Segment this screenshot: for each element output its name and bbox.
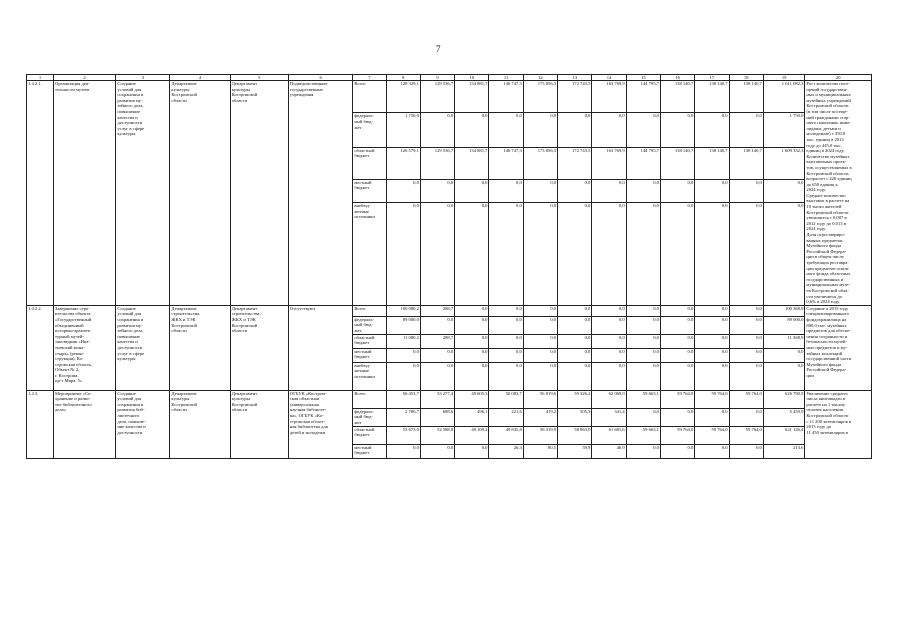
amount-cell: 134 881,7 xyxy=(455,81,489,113)
funding-source-cell: Всего xyxy=(353,390,386,408)
table-row xyxy=(27,305,872,316)
column-number-cell: 14 xyxy=(592,75,626,81)
amount-cell: 0,0 xyxy=(455,316,489,334)
amount-cell: 0,0 xyxy=(455,179,489,202)
amount-cell: 0,0 xyxy=(523,348,557,362)
amount-cell: 138 140,7 xyxy=(660,147,694,179)
amount-cell: 59 326,2 xyxy=(558,390,592,408)
amount-cell: 11 368,9 xyxy=(763,334,805,348)
item-goal-cell: Создание условий для сохранения и развития биб- лиотечного дела, повыше- ние качества и доступности xyxy=(116,390,170,458)
column-number-cell: 4 xyxy=(170,75,230,81)
amount-cell: 56 819,6 xyxy=(523,390,557,408)
amount-cell: 2 780,7 xyxy=(386,408,420,426)
amount-cell: 288,7 xyxy=(420,334,454,348)
amount-cell: 0,0 xyxy=(455,362,489,390)
amount-cell: 59 764,0 xyxy=(660,426,694,444)
amount-cell: 138 140,7 xyxy=(729,147,763,179)
amount-cell: 0,0 xyxy=(523,203,557,306)
amount-cell: 0,0 xyxy=(592,334,626,348)
amount-cell: 56 319,9 xyxy=(523,426,557,444)
amount-cell: 163 769,9 xyxy=(592,81,626,113)
item-goal-cell: Создание условий для сохранения и развития му- зейного дела, повышение качества и доступности услуг в сфере культуры xyxy=(116,305,170,390)
amount-cell: 0,0 xyxy=(420,316,454,334)
amount-cell: 0,0 xyxy=(420,113,454,147)
amount-cell: 0,0 xyxy=(455,348,489,362)
amount-cell: 0,0 xyxy=(592,362,626,390)
amount-cell: 621 126,4 xyxy=(763,426,805,444)
amount-cell: 0,0 xyxy=(386,179,420,202)
amount-cell: 419,2 xyxy=(523,408,557,426)
amount-cell: 0,0 xyxy=(660,362,694,390)
item-code-cell: 1.4.2.1. xyxy=(27,81,54,306)
amount-cell: 129 536,7 xyxy=(420,147,454,179)
amount-cell: 61 681,6 xyxy=(592,426,626,444)
amount-cell: 0,0 xyxy=(729,444,763,458)
amount-cell: 0,0 xyxy=(455,305,489,316)
page-number: 7 xyxy=(436,44,441,54)
amount-cell: 26,3 xyxy=(489,444,523,458)
column-number-cell: 10 xyxy=(455,75,489,81)
amount-cell: 0,0 xyxy=(592,203,626,306)
amount-cell: 11 080,2 xyxy=(386,334,420,348)
amount-cell: 59 663,1 xyxy=(626,426,660,444)
amount-cell: 0,0 xyxy=(626,179,660,202)
amount-cell: 0,0 xyxy=(489,334,523,348)
item-participants-cell: Подведомственные государственные учреждения xyxy=(288,81,352,306)
amount-cell: 134 881,7 xyxy=(455,147,489,179)
amount-cell: 0,0 xyxy=(695,408,729,426)
table-row xyxy=(27,81,872,113)
amount-cell: 138 140,7 xyxy=(729,81,763,113)
funding-source-cell: внебюд- жетные источники xyxy=(353,362,386,390)
amount-cell: 1 750,0 xyxy=(386,113,420,147)
amount-cell: 0,0 xyxy=(558,179,592,202)
column-number-cell: 2 xyxy=(54,75,116,81)
amount-cell: 0,0 xyxy=(592,179,626,202)
amount-cell: 0,0 xyxy=(660,408,694,426)
item-name-cell: Мероприятие «Со- хранение и разви- тие библиотечного дела» xyxy=(54,390,116,458)
amount-cell: 505,3 xyxy=(558,408,592,426)
amount-cell: 0,0 xyxy=(558,362,592,390)
amount-cell: 0,0 xyxy=(386,203,420,306)
amount-cell: 0,0 xyxy=(660,348,694,362)
amount-cell: 0,0 xyxy=(729,334,763,348)
amount-cell: 128 329,1 xyxy=(386,81,420,113)
amount-cell: 0,0 xyxy=(455,334,489,348)
item-goal-cell: Создание условий для сохранения и развития му- зейного дела, повышение качества и доступности услуг в сфере культуры xyxy=(116,81,170,306)
amount-cell: 59 764,0 xyxy=(729,390,763,408)
amount-cell: 0,0 xyxy=(695,316,729,334)
amount-cell: 0,0 xyxy=(695,348,729,362)
column-number-cell: 16 xyxy=(660,75,694,81)
amount-cell: 163 769,9 xyxy=(592,147,626,179)
amount-cell: 0,0 xyxy=(558,203,592,306)
item-participants-cell: ОГБУК «Костром- ская областная универсальная научная библиоте- ка», ОГБУК «Ко- стромская област- ная библиотека для детей и молодежи xyxy=(288,390,352,458)
amount-cell: 0,0 xyxy=(729,179,763,202)
amount-cell: 0,0 xyxy=(523,316,557,334)
item-name-cell: Организация дея- тельности музеев xyxy=(54,81,116,306)
amount-cell: 0,0 xyxy=(626,305,660,316)
amount-cell: 221,6 xyxy=(489,408,523,426)
column-number-cell: 20 xyxy=(805,75,872,81)
column-number-cell: 12 xyxy=(523,75,557,81)
amount-cell: 0,0 xyxy=(489,203,523,306)
amount-cell: 0,0 xyxy=(558,305,592,316)
item-result-cell: Рост количества посе- щений государствен- ных и муниципальных музейных учреждений Костромской области (в том числе посеще- ний гражданами стар- шего поколения, инва- лидами, детьми и молодежью) с 350,8 тыс. единиц в 2013 году до 445,0 тыс. единиц в 2024 году. Количество музейных выставочных проек- тов, осуществляемых в Костромской области, возрастет с 420 единиц до 650 единиц к 2024 году. Среднее количество выставок в расчете на 10 тысяч жителей Костромской области увеличится с 0,007 в 2012 году до 0,013 в 2024 году. Доля отреставриро- ванных предметов Музейного фонда Российской Федера- ции в общем числе требующих реставра- ции предметов основ- ного фонда областных государственных и муниципальных музе- ев Костромской обла- сти увеличится до 0,6% в 2024 году. xyxy=(805,81,872,306)
amount-cell: 0,0 xyxy=(729,305,763,316)
amount-cell: 0,0 xyxy=(420,348,454,362)
amount-cell: 138 140,7 xyxy=(695,81,729,113)
amount-cell: 213,6 xyxy=(763,444,805,458)
column-number-cell: 8 xyxy=(386,75,420,81)
amount-cell: 0,0 xyxy=(592,348,626,362)
amount-cell: 49 109,2 xyxy=(455,426,489,444)
funding-source-cell: областной бюджет xyxy=(353,426,386,444)
item-participants-cell: Отсутствуют xyxy=(288,305,352,390)
amount-cell: 146 747,3 xyxy=(489,81,523,113)
amount-cell: 1 609 332,3 xyxy=(763,147,805,179)
amount-cell: 0,0 xyxy=(626,203,660,306)
amount-cell: 0,0 xyxy=(763,362,805,390)
amount-cell: 138 140,7 xyxy=(695,147,729,179)
amount-cell: 341,4 xyxy=(592,408,626,426)
amount-cell: 0,0 xyxy=(695,444,729,458)
amount-cell: 80,5 xyxy=(523,444,557,458)
amount-cell: 0,0 xyxy=(626,348,660,362)
item-name-cell: Завершение стро- ительства объекта «Государственный объединенный историко-архитек- турный музей- заповедник «Ипа- тьевский мона- стырь» (рекон- струкция), Ко- стромская область, Объект № 2, г. Кострома, пр-т Мира, 5» xyxy=(54,305,116,390)
amount-cell: 0,0 xyxy=(489,113,523,147)
funding-source-cell: федераль- ный бюд- жет xyxy=(353,316,386,334)
amount-cell: 0,0 xyxy=(386,444,420,458)
amount-cell: 59 663,1 xyxy=(626,390,660,408)
column-number-cell: 15 xyxy=(626,75,660,81)
amount-cell: 59 764,0 xyxy=(729,426,763,444)
funding-source-cell: Всего xyxy=(353,81,386,113)
amount-cell: 0,0 xyxy=(660,305,694,316)
amount-cell: 173 856,3 xyxy=(523,81,557,113)
amount-cell: 0,0 xyxy=(660,334,694,348)
amount-cell: 0,0 xyxy=(729,408,763,426)
amount-cell: 59 764,0 xyxy=(695,426,729,444)
amount-cell: 100 080,2 xyxy=(386,305,420,316)
amount-cell: 0,0 xyxy=(660,113,694,147)
amount-cell: 0,0 xyxy=(420,362,454,390)
amount-cell: 0,0 xyxy=(592,316,626,334)
amount-cell: 0,0 xyxy=(695,179,729,202)
amount-cell: 0,0 xyxy=(660,316,694,334)
amount-cell: 0,0 xyxy=(626,113,660,147)
amount-cell: 49 835,8 xyxy=(489,426,523,444)
amount-cell: 0,0 xyxy=(695,305,729,316)
column-number-cell: 6 xyxy=(288,75,352,81)
amount-cell: 0,0 xyxy=(558,348,592,362)
amount-cell: 1 611 082,3 xyxy=(763,81,805,113)
item-code-cell: 1.4.2.2. xyxy=(27,305,54,390)
amount-cell: 0,0 xyxy=(592,113,626,147)
funding-source-cell: местный бюджет xyxy=(353,179,386,202)
amount-cell: 288,7 xyxy=(420,305,454,316)
program-table xyxy=(26,74,872,459)
amount-cell: 0,0 xyxy=(523,113,557,147)
amount-cell: 173 856,3 xyxy=(523,147,557,179)
amount-cell: 0,0 xyxy=(695,362,729,390)
amount-cell: 0,0 xyxy=(489,316,523,334)
funding-source-cell: областной бюджет xyxy=(353,334,386,348)
amount-cell: 62 069,9 xyxy=(592,390,626,408)
amount-cell: 126 579,1 xyxy=(386,147,420,179)
item-executor-cell: Департамент культуры Костромской области xyxy=(230,390,288,458)
amount-cell: 0,0 xyxy=(729,203,763,306)
amount-cell: 49 605,3 xyxy=(455,390,489,408)
amount-cell: 0,0 xyxy=(523,334,557,348)
amount-cell: 0,0 xyxy=(626,444,660,458)
amount-cell: 53 277,4 xyxy=(420,390,454,408)
amount-cell: 0,0 xyxy=(558,113,592,147)
amount-cell: 0,0 xyxy=(626,334,660,348)
amount-cell: 144 795,7 xyxy=(626,81,660,113)
item-customer-cell: Департамент культуры Костромской области xyxy=(170,390,230,458)
amount-cell: 626 790,9 xyxy=(763,390,805,408)
amount-cell: 0,0 xyxy=(455,113,489,147)
funding-source-cell: федераль- ный бюд- жет xyxy=(353,113,386,147)
amount-cell: 0,0 xyxy=(729,316,763,334)
amount-cell: 89 000,0 xyxy=(386,316,420,334)
amount-cell: 0,0 xyxy=(420,203,454,306)
amount-cell: 0,0 xyxy=(660,179,694,202)
amount-cell: 0,0 xyxy=(729,362,763,390)
amount-cell: 0,0 xyxy=(523,362,557,390)
amount-cell: 0,0 xyxy=(660,203,694,306)
item-result-cell: Создание к 2015 году специализированного фондохранилища на 800,0 тыс. музейных предметов для обеспе- чения сохранности и безопасности музей- ных предметов и му- зейных коллекций государственной части Музейного фонда Российской Федера- ции xyxy=(805,305,872,390)
amount-cell: 0,0 xyxy=(523,179,557,202)
amount-cell: 56 453,7 xyxy=(386,390,420,408)
amount-cell: 172 743,5 xyxy=(558,81,592,113)
amount-cell: 0,0 xyxy=(489,305,523,316)
amount-cell: 0,0 xyxy=(763,179,805,202)
funding-source-cell: федераль- ный бюд- жет xyxy=(353,408,386,426)
item-executor-cell: Департамент строительства, ЖКХ и ТЭК Костромской области xyxy=(230,305,288,390)
amount-cell: 0,0 xyxy=(695,203,729,306)
amount-cell: 129 536,7 xyxy=(420,81,454,113)
amount-cell: 0,0 xyxy=(420,444,454,458)
amount-cell: 0,0 xyxy=(763,203,805,306)
column-number-cell: 1 xyxy=(27,75,54,81)
amount-cell: 496,1 xyxy=(455,408,489,426)
amount-cell: 52 588,8 xyxy=(420,426,454,444)
funding-source-cell: местный бюджет xyxy=(353,348,386,362)
item-customer-cell: Департамент строительства, ЖКХ и ТЭК Костромской области xyxy=(170,305,230,390)
amount-cell: 100 368,9 xyxy=(763,305,805,316)
amount-cell: 58 963,0 xyxy=(558,426,592,444)
amount-cell: 0,0 xyxy=(558,334,592,348)
column-number-cell: 3 xyxy=(116,75,170,81)
amount-cell: 0,0 xyxy=(592,305,626,316)
amount-cell: 0,0 xyxy=(455,203,489,306)
column-number-cell: 5 xyxy=(230,75,288,81)
funding-source-cell: местный бюджет xyxy=(353,444,386,458)
amount-cell: 53 673,0 xyxy=(386,426,420,444)
amount-cell: 0,0 xyxy=(523,305,557,316)
amount-cell: 59 764,0 xyxy=(695,390,729,408)
amount-cell: 59 764,0 xyxy=(660,390,694,408)
amount-cell: 50 083,7 xyxy=(489,390,523,408)
funding-source-cell: областной бюджет xyxy=(353,147,386,179)
amount-cell: 0,0 xyxy=(695,334,729,348)
amount-cell: 1 750,0 xyxy=(763,113,805,147)
amount-cell: 5 459,9 xyxy=(763,408,805,426)
funding-source-cell: внебюд- жетные источники xyxy=(353,203,386,306)
amount-cell: 0,0 xyxy=(386,362,420,390)
amount-cell: 0,0 xyxy=(626,362,660,390)
column-number-cell: 18 xyxy=(729,75,763,81)
item-code-cell: 1.4.3. xyxy=(27,390,54,458)
amount-cell: 46,9 xyxy=(592,444,626,458)
amount-cell: 0,0 xyxy=(626,408,660,426)
amount-cell: 0,0 xyxy=(386,348,420,362)
item-executor-cell: Департамент культуры Костромской области xyxy=(230,81,288,306)
amount-cell: 0,0 xyxy=(420,179,454,202)
amount-cell: 0,0 xyxy=(489,179,523,202)
item-customer-cell: Департамент культуры Костромской области xyxy=(170,81,230,306)
amount-cell: 0,0 xyxy=(455,444,489,458)
column-number-cell: 13 xyxy=(558,75,592,81)
column-number-cell: 9 xyxy=(420,75,454,81)
amount-cell: 0,0 xyxy=(558,316,592,334)
amount-cell: 59,9 xyxy=(558,444,592,458)
amount-cell: 138 140,7 xyxy=(660,81,694,113)
column-number-cell: 17 xyxy=(695,75,729,81)
amount-cell: 146 747,3 xyxy=(489,147,523,179)
amount-cell: 0,0 xyxy=(695,113,729,147)
funding-source-cell: Всего xyxy=(353,305,386,316)
amount-cell: 0,0 xyxy=(489,362,523,390)
item-result-cell: Увеличение среднего числа книговыдач в расчете на 1 тысячу человек населения Костромской области с 11 200 экземпляров в 2013 году до 11 450 экземпляров в xyxy=(805,390,872,458)
column-number-cell: 19 xyxy=(763,75,805,81)
amount-cell: 89 000,0 xyxy=(763,316,805,334)
amount-cell: 0,0 xyxy=(729,348,763,362)
amount-cell: 0,0 xyxy=(626,316,660,334)
amount-cell: 0,0 xyxy=(660,444,694,458)
amount-cell: 688,6 xyxy=(420,408,454,426)
column-number-cell: 7 xyxy=(353,75,386,81)
column-number-cell: 11 xyxy=(489,75,523,81)
amount-cell: 0,0 xyxy=(729,113,763,147)
amount-cell: 0,0 xyxy=(489,348,523,362)
amount-cell: 144 795,7 xyxy=(626,147,660,179)
amount-cell: 0,0 xyxy=(763,348,805,362)
table-row xyxy=(27,390,872,408)
amount-cell: 172 743,5 xyxy=(558,147,592,179)
